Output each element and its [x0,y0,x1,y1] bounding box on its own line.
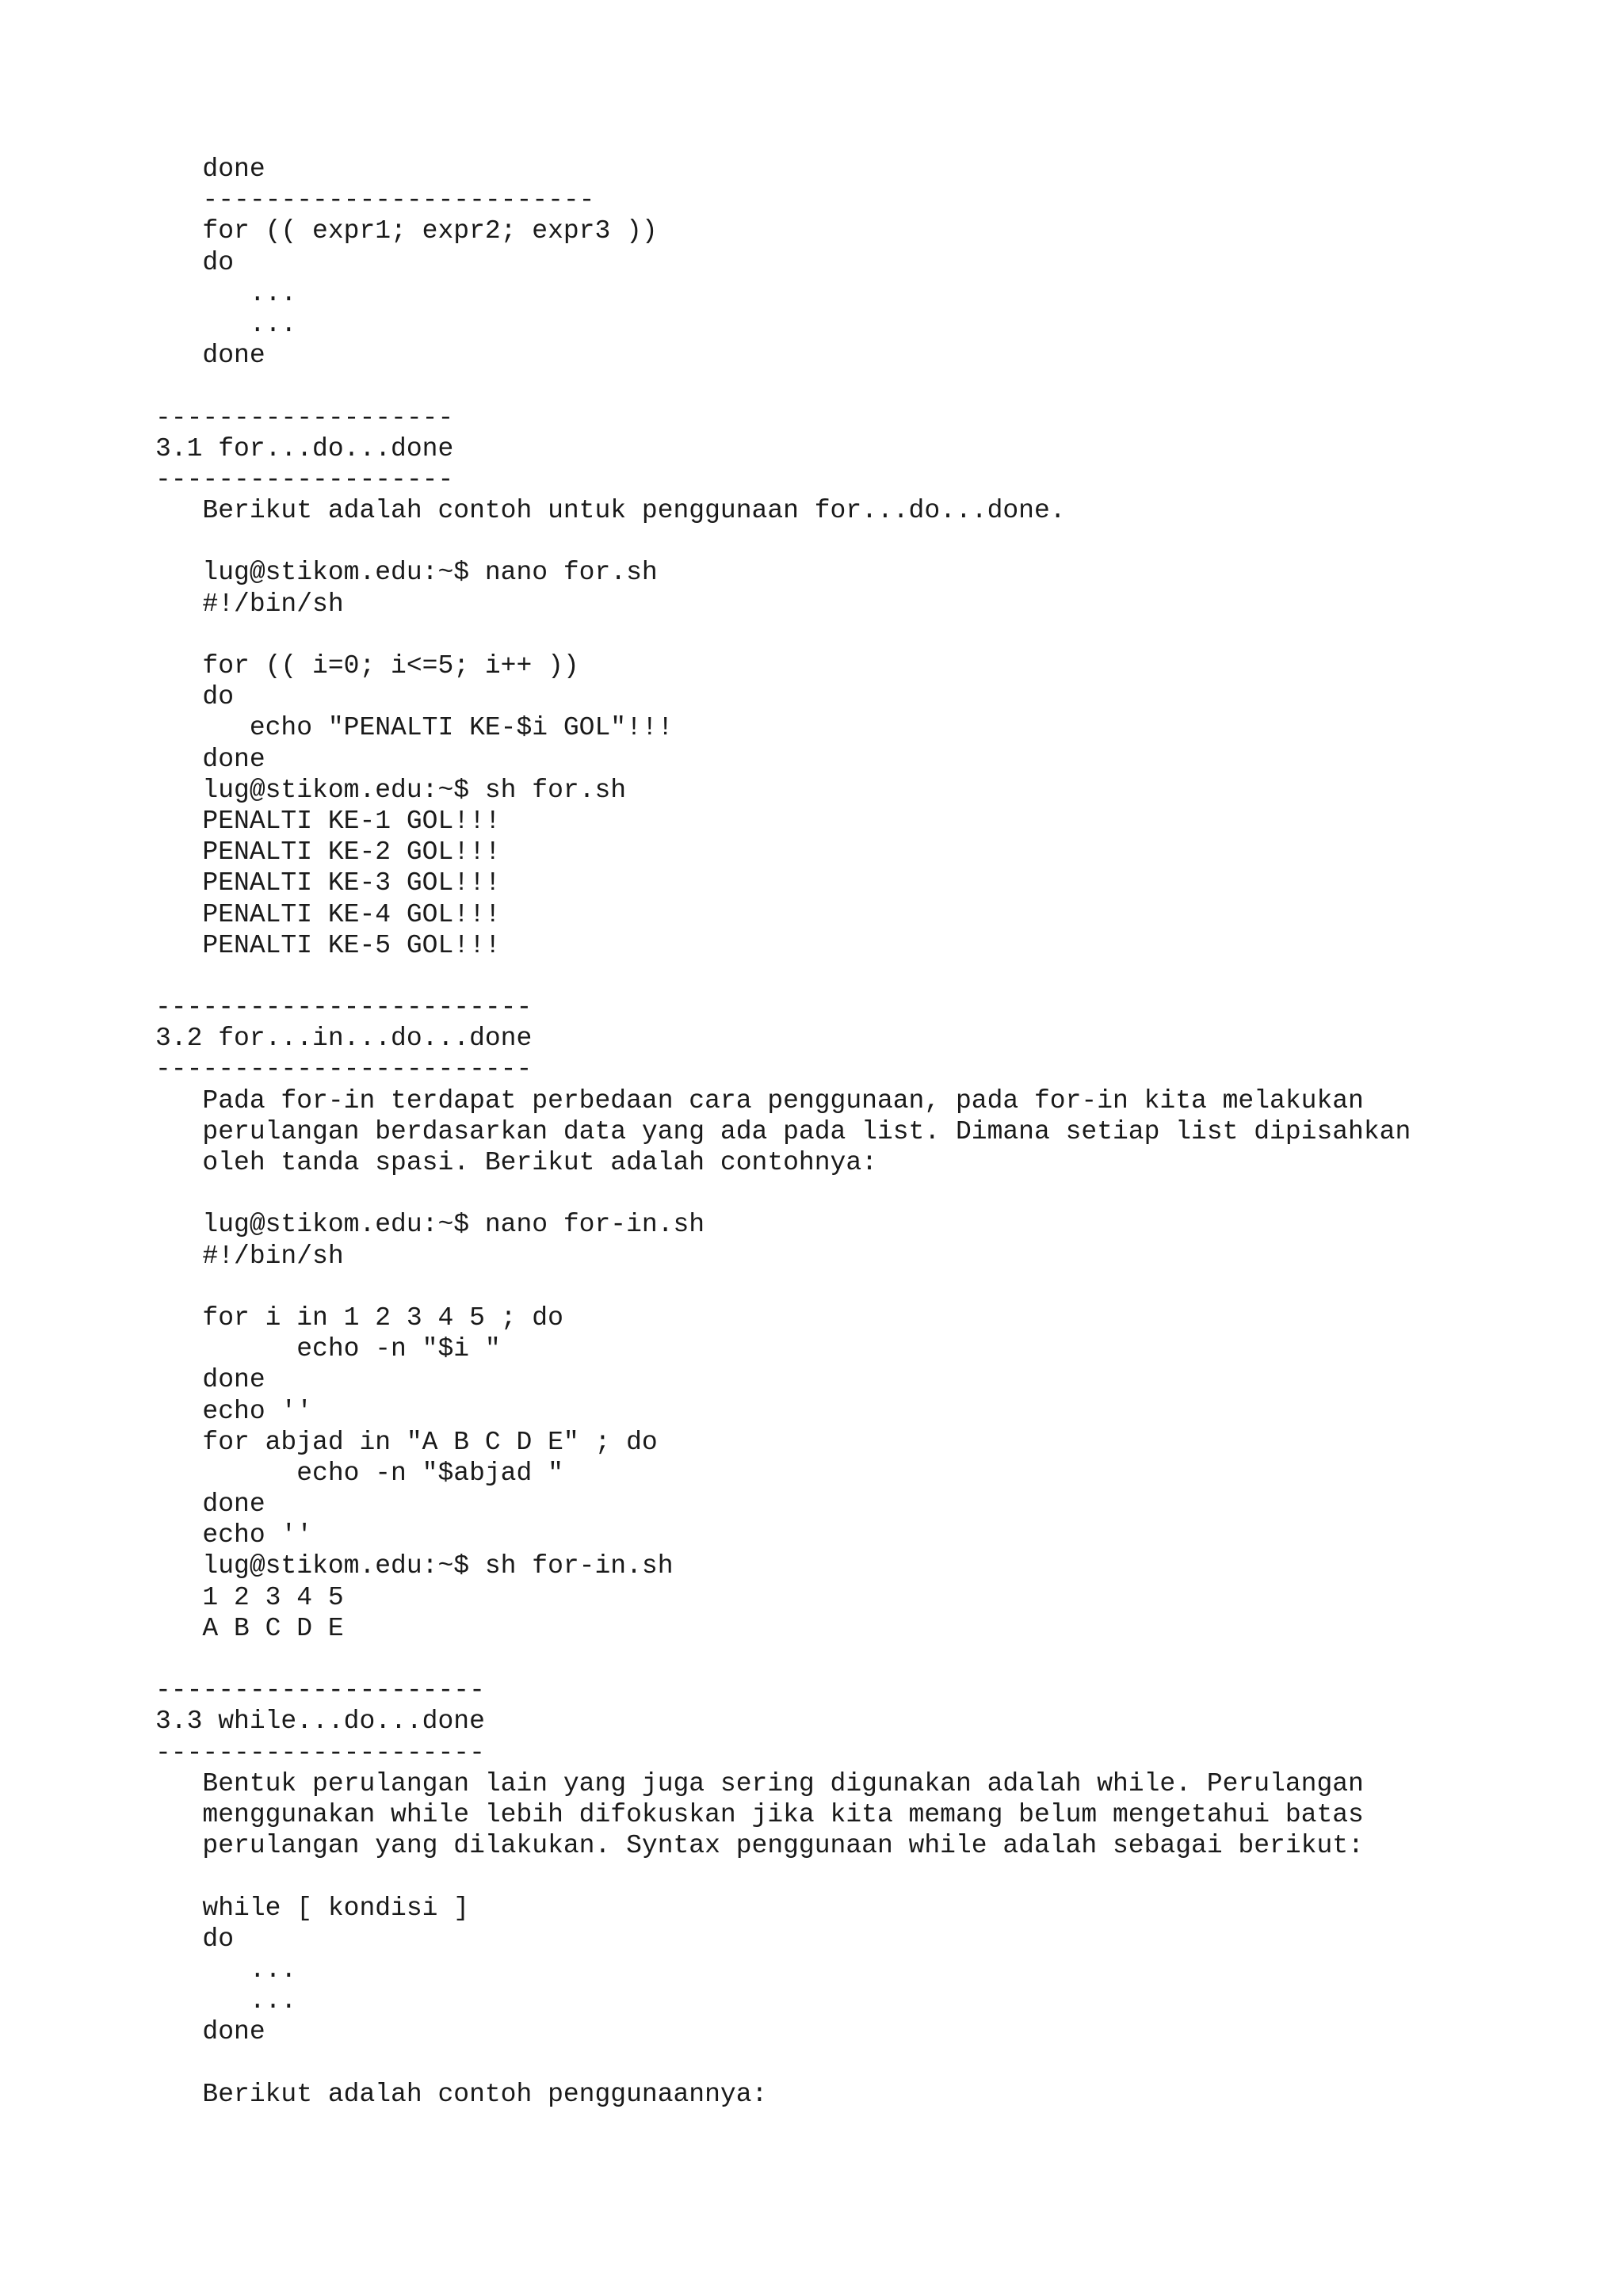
text-line: for abjad in "A B C D E" ; do [155,1427,658,1457]
text-line: perulangan yang dilakukan. Syntax penggunaan while adalah sebagai berikut: [155,1831,1364,1861]
text-line: Pada for-in terdapat perbedaan cara penggunaan, pada for-in kita melakukan [155,1085,1364,1116]
text-line: ... [155,1986,297,2016]
text-line: for (( i=0; i<=5; i++ )) [155,651,579,681]
text-line: perulangan berdasarkan data yang ada pada list. Dimana setiap list dipisahkan [155,1116,1411,1146]
text-line: echo "PENALTI KE-$i GOL"!!! [155,713,674,743]
text-line: done [155,1365,265,1395]
document-body [155,154,1582,2110]
text-line: ... [155,1955,297,1985]
text-line: echo -n "$abjad " [155,1458,563,1488]
text-line: Berikut adalah contoh penggunaannya: [155,2079,768,2109]
blank-line [155,2047,1582,2078]
text-line: do [155,247,235,277]
blank-line [155,371,1582,402]
text-line: while [ kondisi ] [155,1893,470,1923]
text-line: 1 2 3 4 5 [155,1582,344,1612]
text-line: PENALTI KE-2 GOL!!! [155,837,501,868]
text-line: lug@stikom.edu:~$ nano for-in.sh [155,1210,705,1240]
text-line: lug@stikom.edu:~$ sh for.sh [155,775,627,805]
text-line: oleh tanda spasi. Berikut adalah contohnya: [155,1148,877,1177]
text-line: A B C D E [155,1613,344,1643]
text-line: lug@stikom.edu:~$ sh for-in.sh [155,1551,674,1581]
section-heading: 3.3 while...do...done [155,1707,485,1737]
divider-line: --------------------- [155,1676,485,1706]
text-line: echo '' [155,1396,313,1426]
text-line: menggunakan while lebih difokuskan jika kita memang belum mengetahui batas [155,1799,1364,1829]
text-line: echo -n "$i " [155,1334,501,1364]
text-line: done [155,1489,265,1520]
divider-line: ------------------------ [155,1055,533,1085]
divider-line: ------------------------ [155,993,533,1023]
text-line: PENALTI KE-4 GOL!!! [155,899,501,929]
text-line: PENALTI KE-5 GOL!!! [155,930,501,960]
blank-line [155,1644,1582,1675]
text-line: Bentuk perulangan lain yang juga sering digunakan adalah while. Perulangan [155,1768,1364,1798]
section-heading: 3.1 for...do...done [155,433,454,463]
text-line: ... [155,278,297,308]
text-line: #!/bin/sh [155,1241,344,1271]
blank-line [155,961,1582,992]
text-line: ... [155,309,297,339]
text-line: PENALTI KE-3 GOL!!! [155,868,501,898]
blank-line [155,1178,1582,1209]
text-line: lug@stikom.edu:~$ nano for.sh [155,558,658,588]
text-line: Berikut adalah contoh untuk penggunaan for...do...done. [155,496,1066,526]
text-line: for i in 1 2 3 4 5 ; do [155,1302,563,1333]
text-line: PENALTI KE-1 GOL!!! [155,806,501,836]
blank-line [155,526,1582,557]
blank-line [155,1861,1582,1892]
text-line: done [155,341,265,371]
divider-line: ------------------------- [155,185,595,215]
text-line: echo '' [155,1520,313,1550]
text-line: done [155,744,265,774]
divider-line: --------------------- [155,1737,485,1768]
blank-line [155,1272,1582,1302]
text-line: done [155,154,265,184]
text-line: do [155,1924,235,1954]
divider-line: ------------------- [155,464,454,494]
section-heading: 3.2 for...in...do...done [155,1024,533,1054]
text-line: #!/bin/sh [155,589,344,619]
divider-line: ------------------- [155,402,454,433]
text-line: for (( expr1; expr2; expr3 )) [155,216,658,246]
text-line: done [155,2017,265,2047]
text-line: do [155,682,235,712]
blank-line [155,620,1582,650]
